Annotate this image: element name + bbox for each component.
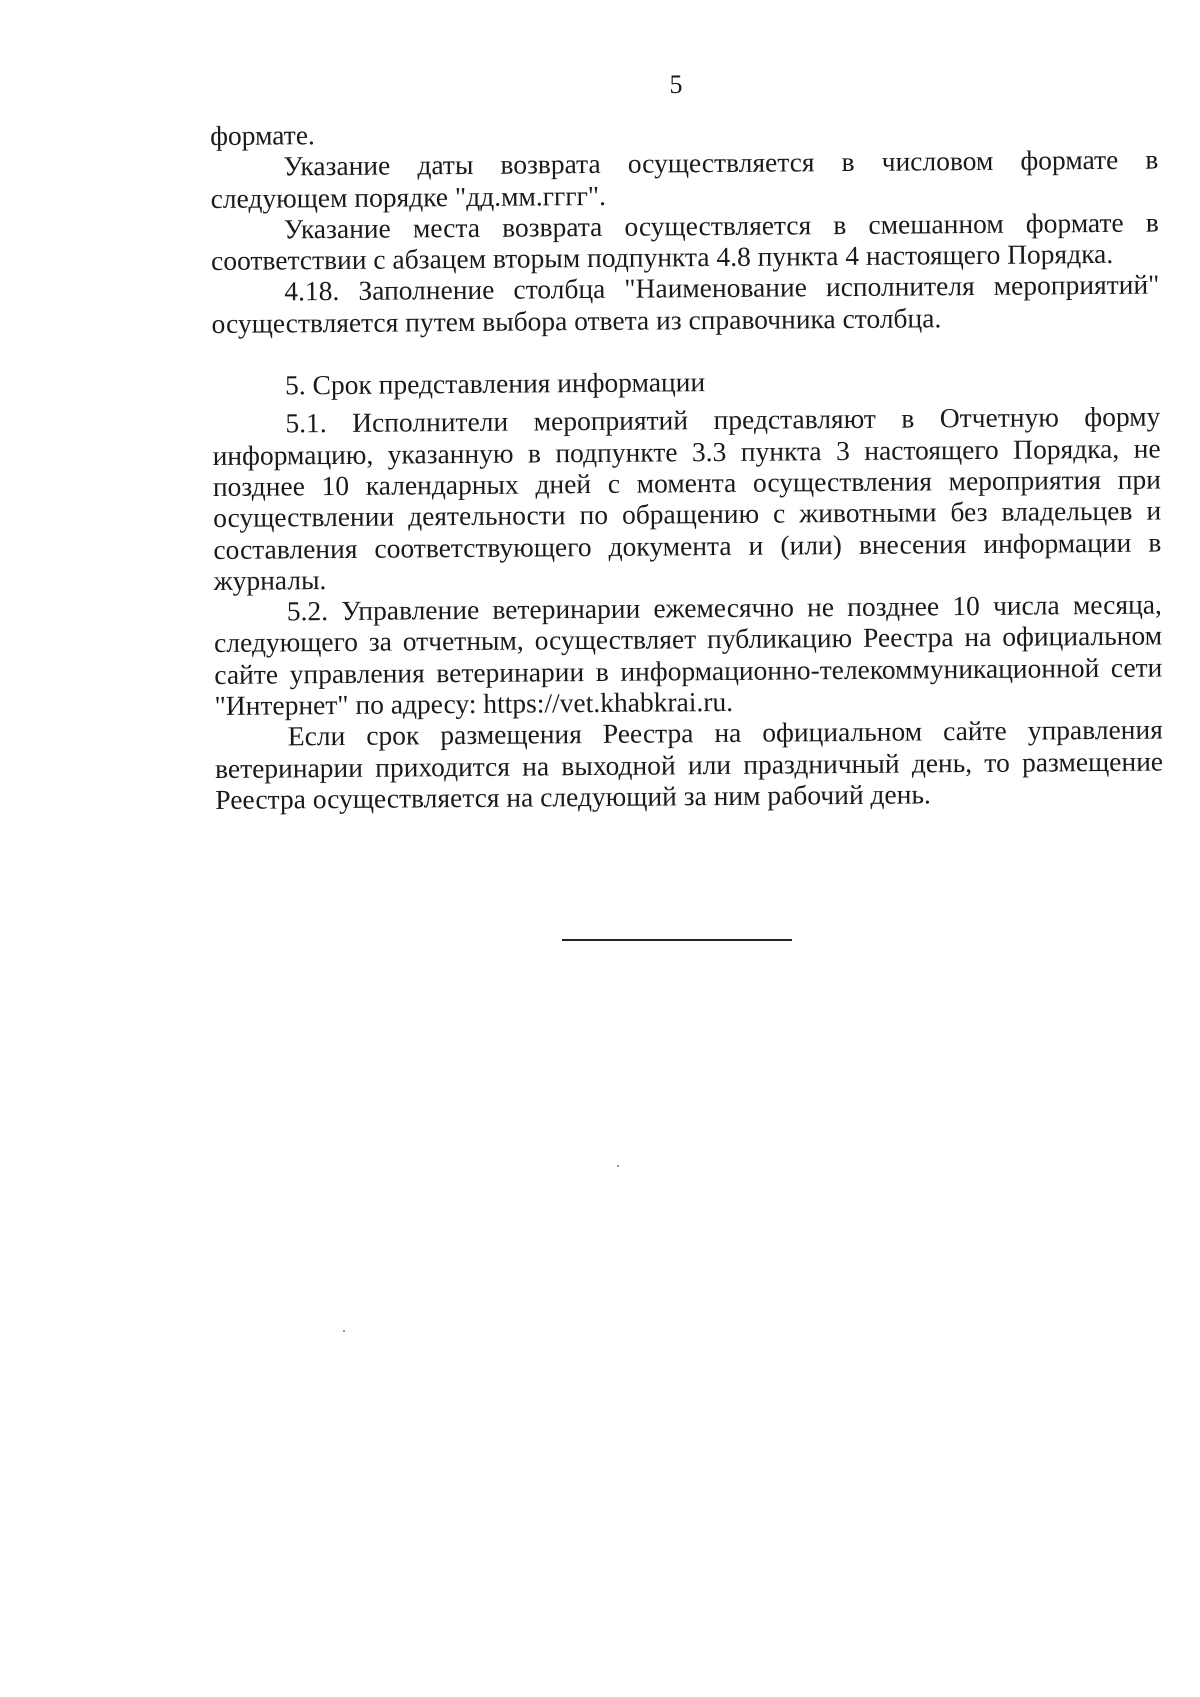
scan-speck xyxy=(343,1330,345,1332)
page-number: 5 xyxy=(669,70,683,99)
paragraph-5-2: 5.2. Управление ветеринарии ежемесячно не позднее 10 числа месяца, следующего за отчетным, осуществляет публикацию Реестра на официальном сайте управления ветеринарии в информационно-телекоммуникационной сети "Интернет" по адресу: https://vet.khabkrai.ru. xyxy=(213,588,1163,722)
section-title-5: 5. Срок представления информации xyxy=(284,366,706,401)
document-body xyxy=(210,113,1163,816)
paragraph-holiday-rule: Если срок размещения Реестра на официальном сайте управления ветеринарии приходится на выходной или праздничный день, то размещение Реестра осуществляется на следующий за ним рабочий день. xyxy=(214,713,1164,815)
paragraph-continuation: формате. xyxy=(210,119,315,151)
paragraph-return-date: Указание даты возврата осуществляется в числовом формате в следующем порядке "дд.мм.гггг". xyxy=(210,143,1159,214)
scan-speck xyxy=(617,1165,619,1167)
paragraph-return-place: Указание места возврата осуществляется в смешанном формате в соответствии с абзацем вторым подпункта 4.8 пункта 4 настоящего Порядка. xyxy=(210,206,1159,277)
paragraph-5-1: 5.1. Исполнители мероприятий представляют в Отчетную форму информацию, указанную в подпункте 3.3 пункта 3 настоящего Порядка, не позднее 10 календарных дней с момента осуществления мероприятия при осуществлении деятельности по обращению с животными без владельцев и составления соответствующего документа и (или) внесения информации в журналы. xyxy=(212,400,1162,596)
end-of-text-rule xyxy=(562,939,792,941)
paragraph-4-18: 4.18. Заполнение столбца "Наименование исполнителя мероприятий" осуществляется путем выбора ответа из справочника столбца. xyxy=(211,269,1160,339)
